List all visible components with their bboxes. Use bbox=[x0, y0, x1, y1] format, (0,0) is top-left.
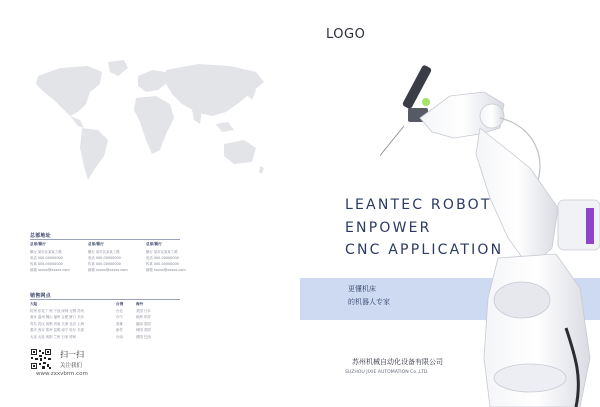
company-name-cn: 苏州机械自动化设备有限公司 bbox=[352, 358, 443, 366]
network-row: 欧洲 印度 bbox=[136, 315, 151, 320]
slogan-line-2: 的机器人专家 bbox=[348, 298, 390, 306]
headline-line-2: ENPOWER bbox=[345, 220, 432, 236]
office-email: 邮箱 xxxxx@xxxxx.com bbox=[146, 268, 186, 272]
office-block bbox=[146, 242, 204, 273]
office-name: 总部/额行 bbox=[30, 242, 46, 246]
office-address: 额行 某市区某某工路 bbox=[30, 250, 62, 254]
office-address: 额行 某市区某某工路 bbox=[146, 250, 178, 254]
network-row: 大连 太原 贵阳 兰州 石家 呼和 bbox=[30, 334, 77, 339]
office-fax: 传真 000-00000000 bbox=[30, 262, 63, 266]
office-phone: 电话 000-00000000 bbox=[88, 256, 121, 260]
network-overseas-list bbox=[136, 308, 151, 340]
network-head-overseas: 海外 bbox=[136, 302, 144, 306]
network-head-taiwan: 台湾 bbox=[116, 302, 124, 306]
network-head-mainland: 大陆 bbox=[30, 302, 38, 306]
office-block bbox=[88, 242, 146, 273]
scan-title: 扫一扫 bbox=[60, 350, 84, 359]
network-row: 新竹 bbox=[116, 328, 123, 333]
office-phone: 电话 000-00000000 bbox=[146, 256, 179, 260]
slogan-line-1: 更懂机床 bbox=[348, 285, 376, 293]
scan-subtitle: 关注我们 bbox=[60, 363, 83, 369]
office-fax: 传真 000-00000000 bbox=[88, 262, 121, 266]
network-row: 台北 bbox=[116, 309, 123, 313]
network-taiwan-list bbox=[116, 308, 123, 340]
company-name-en: SUZHOU JIXIE AUTOMATION Co.,LTD. bbox=[345, 370, 429, 375]
office-email: 邮箱 xxxxx@xxxxx.com bbox=[30, 268, 70, 272]
headline-line-3: CNC APPLICATION bbox=[345, 242, 504, 258]
address-divider bbox=[30, 239, 180, 240]
network-row: 青岛 武汉 成都 济南 天津 北京 上海 bbox=[30, 321, 84, 326]
network-row: 德国 巴西 bbox=[136, 334, 151, 339]
qr-code-icon bbox=[30, 348, 52, 370]
address-section-title: 总部地址 bbox=[30, 233, 51, 239]
office-address: 额行 某市区某某工路 bbox=[88, 250, 120, 254]
office-fax: 传真 000-00000000 bbox=[146, 262, 179, 266]
office-phone: 电话 000-00000000 bbox=[30, 256, 63, 260]
network-row: 韩国 英国 bbox=[136, 328, 151, 333]
office-email: 邮箱 xxxxx@xxxxx.com bbox=[88, 268, 128, 272]
network-row: 高雄 bbox=[116, 321, 123, 326]
network-row: 南京 温州 佛山 福州 合肥 厦门 长沙 bbox=[30, 315, 84, 320]
network-row: 台南 bbox=[116, 334, 123, 339]
headline-line-1: LEANTEC ROBOT bbox=[345, 197, 492, 213]
network-row: 台中 bbox=[116, 315, 123, 320]
office-name: 总部/额行 bbox=[146, 242, 162, 246]
office-block bbox=[30, 242, 88, 273]
brand-logo: LOGO bbox=[326, 27, 366, 42]
network-row: 重庆 西安 郑州 昆明 南宁 哈尔 长春 bbox=[30, 328, 84, 333]
network-row: 美国 日本 bbox=[136, 309, 151, 313]
network-row: 越南 泰国 bbox=[136, 321, 151, 326]
office-name: 总部/额行 bbox=[88, 242, 104, 246]
network-mainland-list bbox=[30, 308, 84, 340]
network-row: 杭州 东莞 广州 宁波 深圳 无锡 苏州 bbox=[30, 309, 84, 313]
network-section-title: 销售网点 bbox=[30, 293, 51, 299]
network-divider bbox=[30, 299, 180, 300]
website-url[interactable]: www.zxxvbrm.com bbox=[36, 371, 88, 377]
world-map-graphic bbox=[30, 58, 270, 188]
